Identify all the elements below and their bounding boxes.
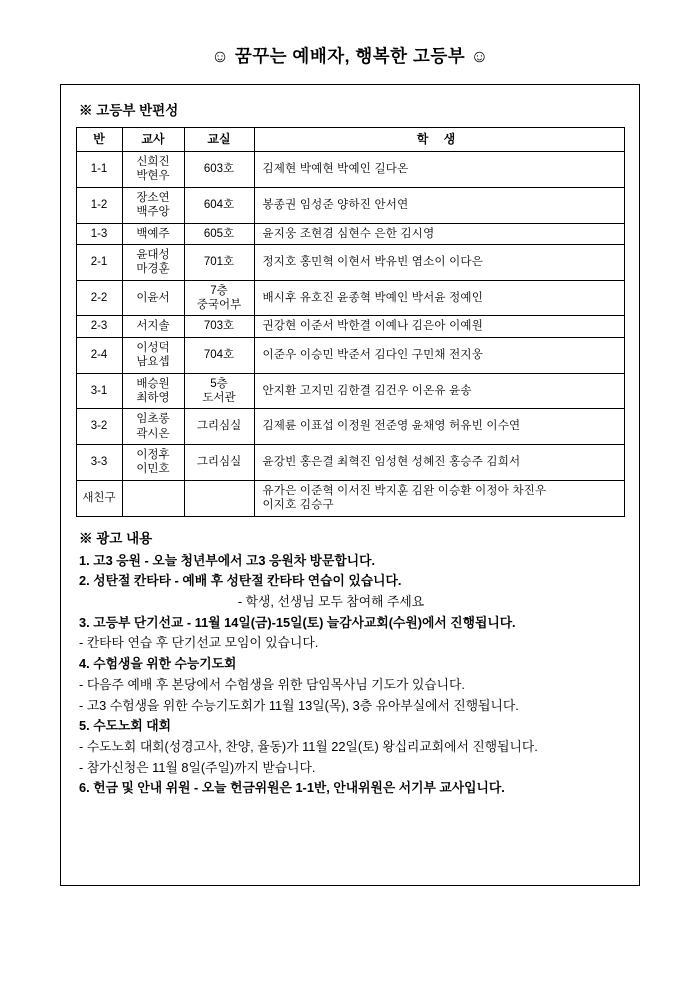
cell-students: 윤지웅 조현겸 심현수 은한 김시영 <box>254 223 624 244</box>
table-row <box>76 223 624 244</box>
notice-line: 4. 수험생을 위한 수능기도회 <box>79 656 237 672</box>
cell-teacher: 임초롱 곽시온 <box>122 409 184 445</box>
notice-line: 5. 수도노회 대회 <box>79 718 171 734</box>
cell-students: 봉종권 임성준 양하진 안서연 <box>254 187 624 223</box>
content-frame <box>60 84 640 886</box>
notice-line: - 수도노회 대회(성경고사, 찬양, 율동)가 11월 22일(토) 왕십리교회에서 진행됩니다. <box>79 738 538 754</box>
column-header-class: 반 <box>76 128 122 152</box>
table-header-row <box>76 128 624 152</box>
cell-teacher: 윤대성 마경훈 <box>122 244 184 280</box>
cell-students: 김제륜 이표섭 이정원 전준영 윤채영 허유빈 이수연 <box>254 409 624 445</box>
cell-teacher: 장소연 백주앙 <box>122 187 184 223</box>
notice-line: - 다음주 예배 후 본당에서 수험생을 위한 담임목사님 기도가 있습니다. <box>79 676 465 692</box>
cell-class: 2-3 <box>76 316 122 337</box>
table-row <box>76 409 624 445</box>
cell-class: 2-4 <box>76 337 122 373</box>
notice-line: 6. 헌금 및 안내 위원 - 오늘 헌금위원은 1-1반, 안내위원은 서기부 교사입니다. <box>79 780 505 796</box>
cell-class: 1-2 <box>76 187 122 223</box>
class-table-body <box>76 152 624 517</box>
table-row <box>76 316 624 337</box>
cell-room: 그리심실 <box>184 409 254 445</box>
table-row <box>76 152 624 188</box>
cell-room: 704호 <box>184 337 254 373</box>
cell-class: 2-1 <box>76 244 122 280</box>
column-header-teacher: 교사 <box>122 128 184 152</box>
cell-class: 새친구 <box>76 480 122 516</box>
cell-teacher: 서지솔 <box>122 316 184 337</box>
cell-students: 배시후 유호진 윤종혁 박예인 박서윤 정예인 <box>254 280 624 316</box>
cell-room: 그리심실 <box>184 445 254 481</box>
cell-room: 703호 <box>184 316 254 337</box>
cell-class: 2-2 <box>76 280 122 316</box>
cell-teacher: 신희진 박현우 <box>122 152 184 188</box>
notice-line: - 칸타타 연습 후 단기선교 모임이 있습니다. <box>79 635 319 651</box>
cell-teacher: 이정후 이민호 <box>122 445 184 481</box>
notice-line: 1. 고3 응원 - 오늘 청년부에서 고3 응원차 방문합니다. <box>79 552 376 568</box>
cell-class: 1-1 <box>76 152 122 188</box>
cell-teacher: 백예주 <box>122 223 184 244</box>
notice-section <box>75 527 625 800</box>
page-title: ☺ 꿈꾸는 예배자, 행복한 고등부 ☺ <box>211 46 489 66</box>
cell-students: 윤강빈 홍은결 최혁진 임성현 성혜진 홍승주 김희서 <box>254 445 624 481</box>
table-row <box>76 480 624 516</box>
class-section-title: ※ 고등부 반편성 <box>79 103 179 118</box>
cell-teacher <box>122 480 184 516</box>
cell-teacher: 이성덕 남요셉 <box>122 337 184 373</box>
cell-room <box>184 480 254 516</box>
cell-room: 7층 중국어부 <box>184 280 254 316</box>
table-row <box>76 244 624 280</box>
cell-class: 1-3 <box>76 223 122 244</box>
cell-room: 701호 <box>184 244 254 280</box>
cell-students: 정지호 홍민혁 이현서 박유빈 염소이 이다은 <box>254 244 624 280</box>
table-row <box>76 373 624 409</box>
column-header-students: 학 생 <box>254 128 624 152</box>
cell-students: 김제현 박예현 박예인 길다온 <box>254 152 624 188</box>
cell-students: 권강현 이준서 박한결 이예나 김은아 이예원 <box>254 316 624 337</box>
notice-line: - 학생, 선생님 모두 참여해 주세요 <box>237 593 425 609</box>
column-header-room: 교실 <box>184 128 254 152</box>
cell-room: 5층 도서관 <box>184 373 254 409</box>
cell-class: 3-1 <box>76 373 122 409</box>
cell-room: 604호 <box>184 187 254 223</box>
cell-teacher: 배승원 최하영 <box>122 373 184 409</box>
notice-list <box>77 551 623 800</box>
cell-class: 3-3 <box>76 445 122 481</box>
notice-line: 2. 성탄절 칸타타 - 예배 후 성탄절 칸타타 연습이 있습니다. <box>79 573 402 589</box>
class-assignment-table <box>76 127 625 517</box>
notice-line: - 참가신청은 11월 8일(주일)까지 받습니다. <box>79 759 316 775</box>
cell-room: 603호 <box>184 152 254 188</box>
notice-line: - 고3 수험생을 위한 수능기도회가 11월 13일(목), 3층 유아부실에서 진행됩니다. <box>79 697 519 713</box>
cell-students: 안지환 고지민 김한결 김건우 이온유 윤송 <box>254 373 624 409</box>
cell-students: 이준우 이승민 박준서 김다인 구민채 전지웅 <box>254 337 624 373</box>
table-row <box>76 280 624 316</box>
cell-students: 유가은 이준혁 이서진 박지훈 김완 이승환 이정아 차진우 이지호 김승구 <box>254 480 624 516</box>
notice-section-title: ※ 광고 내용 <box>79 530 153 546</box>
table-row <box>76 337 624 373</box>
table-row <box>76 445 624 481</box>
cell-teacher: 이윤서 <box>122 280 184 316</box>
cell-room: 605호 <box>184 223 254 244</box>
table-row <box>76 187 624 223</box>
cell-class: 3-2 <box>76 409 122 445</box>
notice-line: 3. 고등부 단기선교 - 11월 14일(금)-15일(토) 늘감사교회(수원)에서 진행됩니다. <box>79 614 516 630</box>
